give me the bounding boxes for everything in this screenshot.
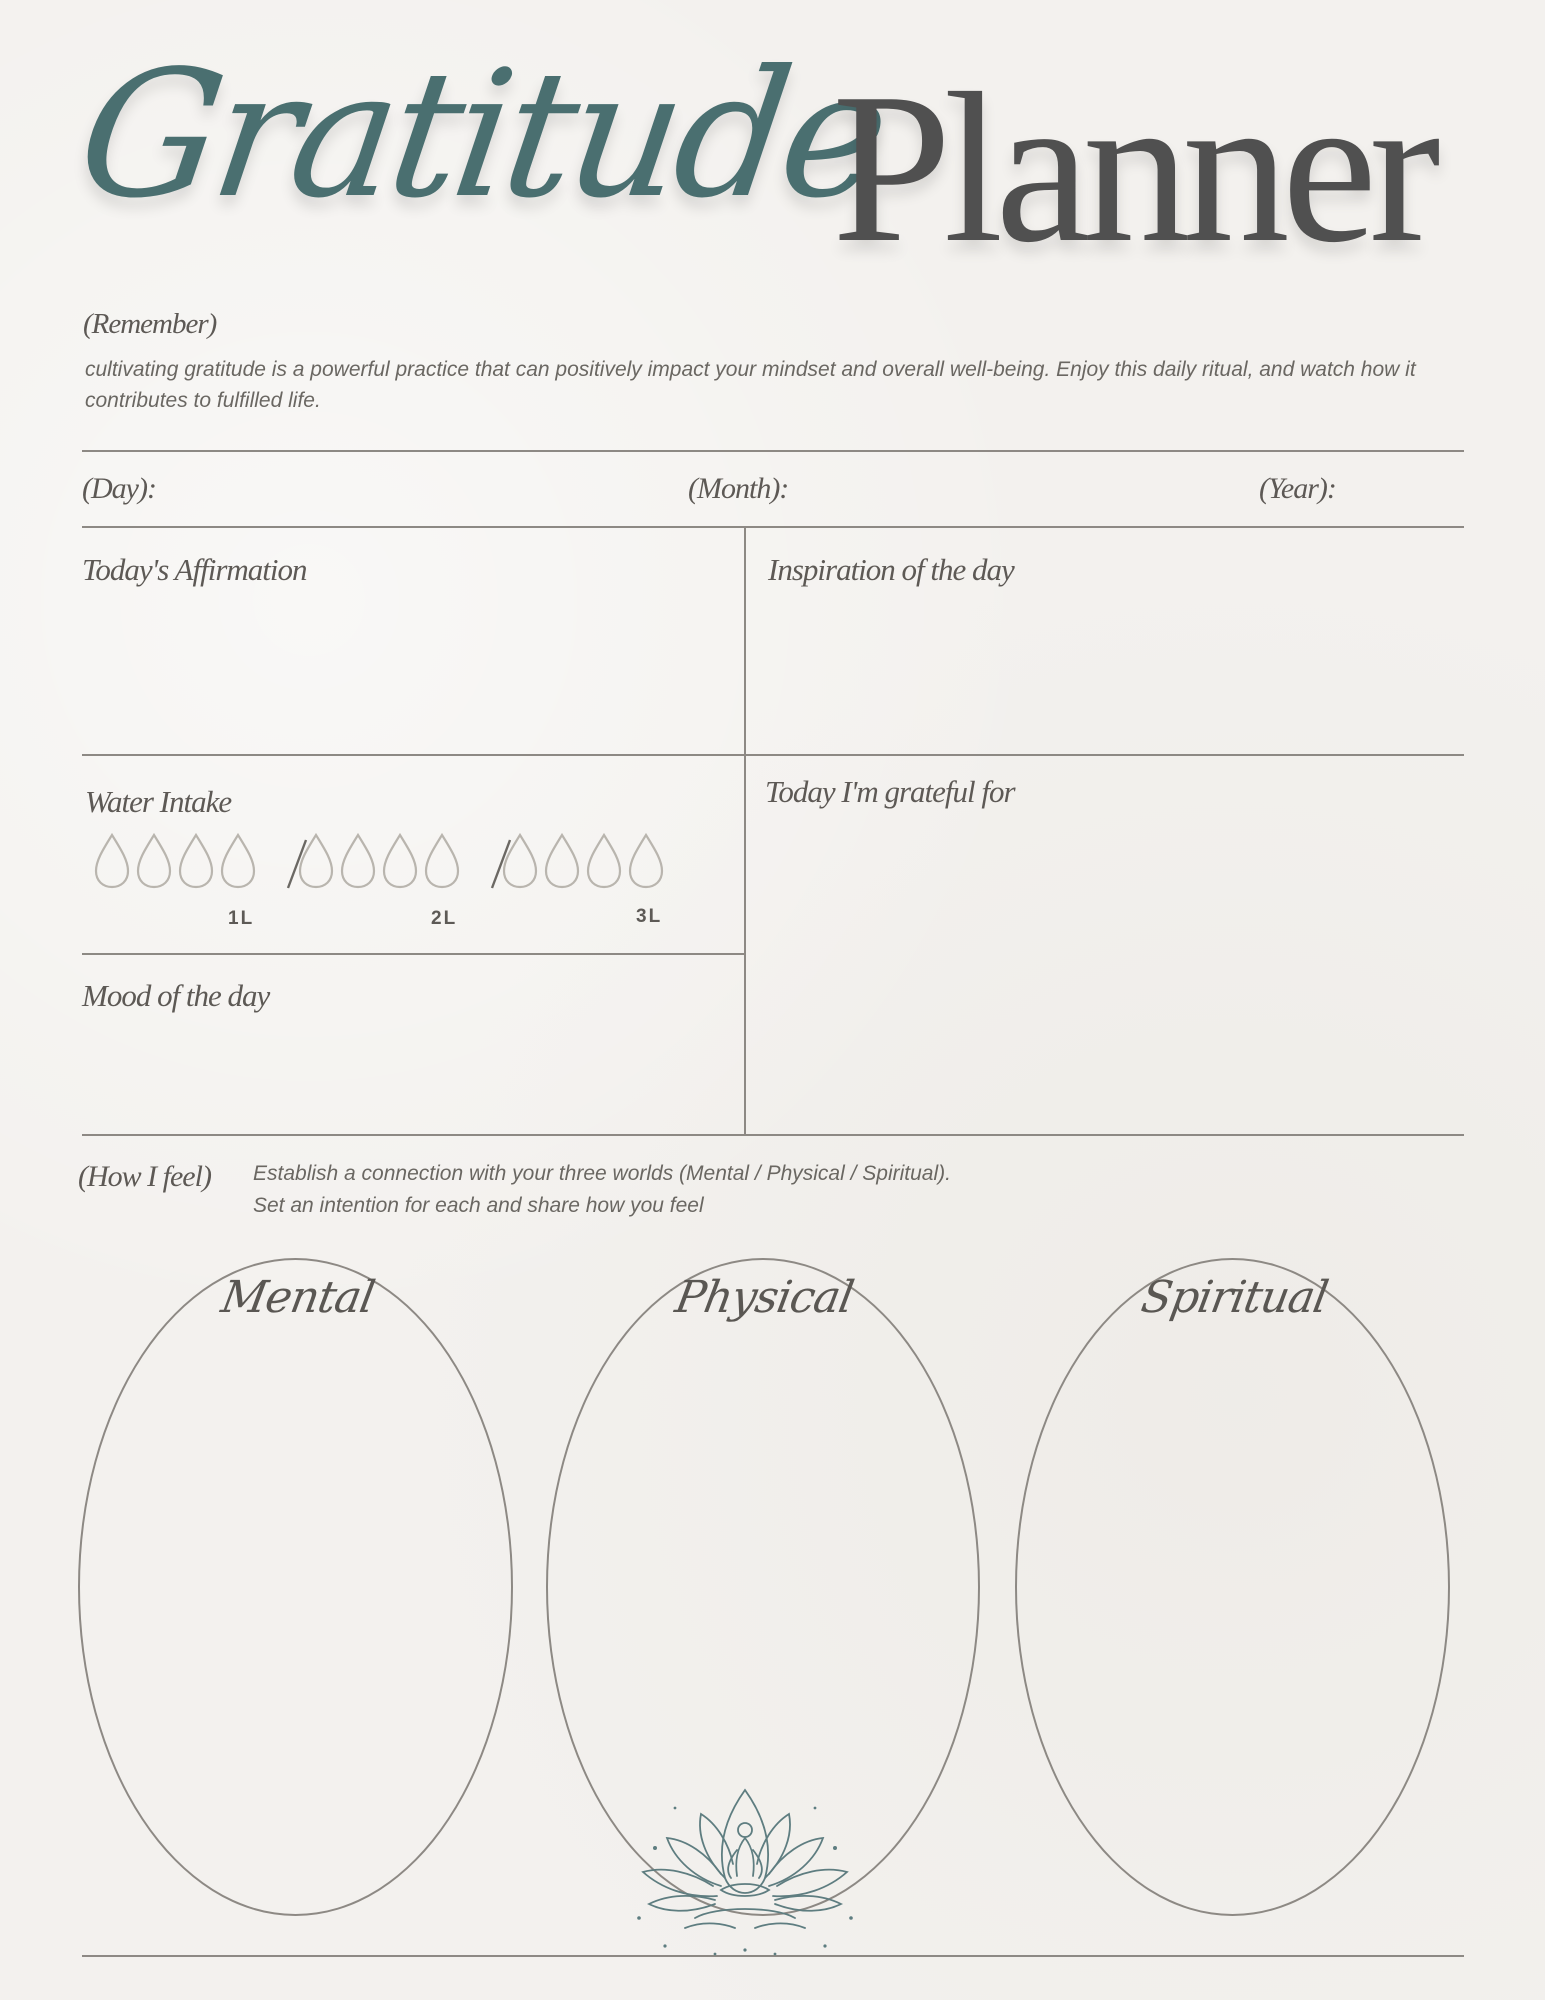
grateful-heading: Today I'm grateful for: [765, 774, 1015, 809]
remember-heading: (Remember): [83, 308, 217, 340]
physical-label: Physical: [671, 1272, 857, 1323]
divider-middle: [82, 754, 1464, 756]
affirmation-heading: Today's Affirmation: [82, 552, 307, 587]
divider-date: [82, 526, 1464, 528]
water-drop-icon[interactable]: [426, 835, 458, 887]
water-tracker: [92, 830, 672, 895]
divider-top: [82, 450, 1464, 452]
water-drop-icon[interactable]: [180, 835, 212, 887]
water-drop-icon[interactable]: [96, 835, 128, 887]
how-i-feel-heading: (How I feel): [78, 1160, 211, 1193]
water-label-2l: 2L: [431, 908, 458, 929]
title-planner: Planner: [832, 48, 1433, 287]
how-i-feel-line1: Establish a connection with your three worlds (Mental / Physical / Spiritual).: [253, 1162, 951, 1185]
title-gratitude: Gratitude: [67, 34, 895, 237]
year-field-label[interactable]: (Year):: [1259, 472, 1336, 505]
divider-lower: [82, 1134, 1464, 1136]
mental-label: Mental: [217, 1272, 378, 1323]
water-label-1l: 1L: [228, 908, 255, 929]
remember-text: cultivating gratitude is a powerful practice that can positively impact your mindset and overall well-being. Enjoy this daily ritual, and watch how it contributes to fulfilled life.: [85, 358, 1416, 412]
water-drop-icon[interactable]: [588, 835, 620, 887]
water-drop-icon[interactable]: [546, 835, 578, 887]
inspiration-heading: Inspiration of the day: [768, 552, 1014, 587]
day-field-label[interactable]: (Day):: [82, 472, 156, 505]
column-divider: [744, 526, 746, 1134]
water-drop-icon[interactable]: [138, 835, 170, 887]
how-i-feel-line2: Set an intention for each and share how you feel: [253, 1194, 704, 1217]
mood-heading: Mood of the day: [82, 978, 270, 1013]
water-label-3l: 3L: [636, 906, 663, 927]
spiritual-label: Spiritual: [1137, 1272, 1332, 1323]
month-field-label[interactable]: (Month):: [688, 472, 789, 505]
water-heading: Water Intake: [85, 784, 232, 819]
divider-water: [82, 953, 744, 955]
mental-oval[interactable]: [78, 1258, 513, 1916]
spiritual-oval[interactable]: [1015, 1258, 1450, 1916]
water-drop-icon[interactable]: [384, 835, 416, 887]
water-drop-icon[interactable]: [222, 835, 254, 887]
water-drop-icon[interactable]: [630, 835, 662, 887]
lotus-meditation-icon: [625, 1778, 865, 1958]
water-drop-icon[interactable]: [342, 835, 374, 887]
